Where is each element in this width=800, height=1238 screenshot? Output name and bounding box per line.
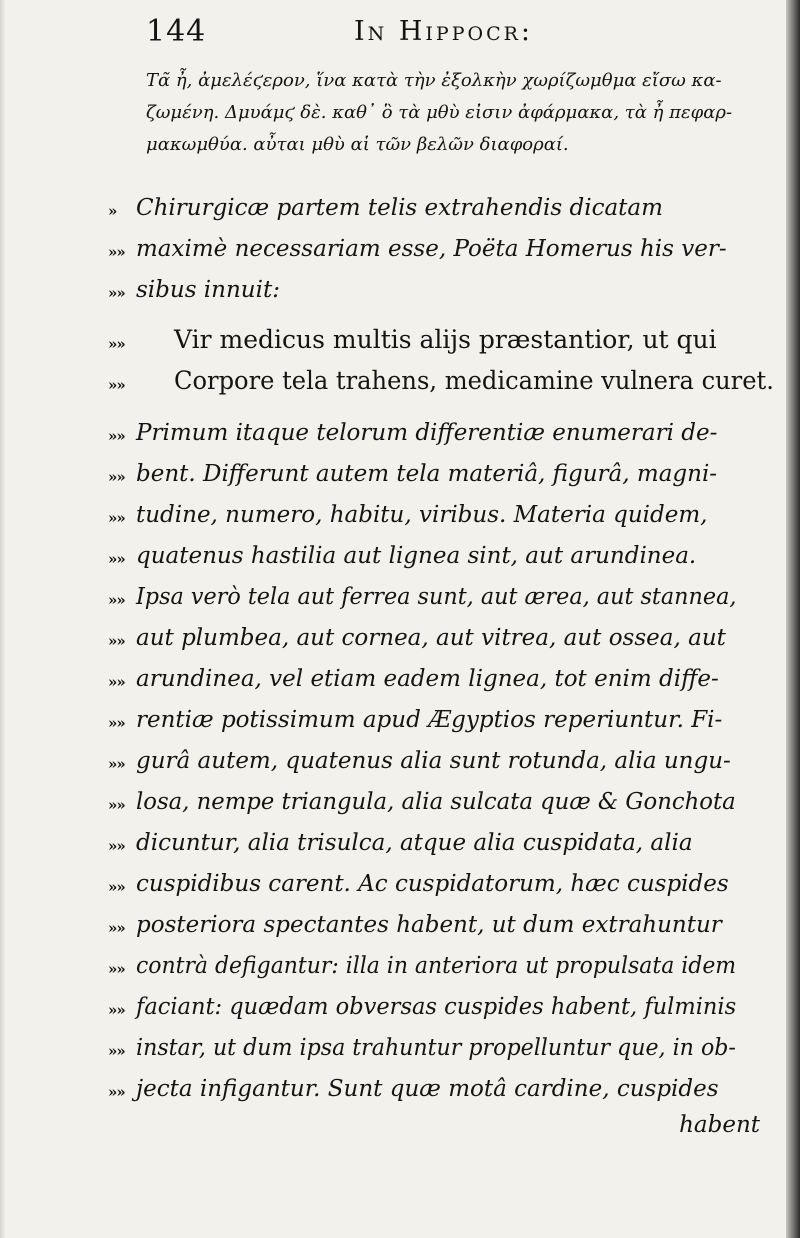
quotation-mark: »» [108,468,125,486]
line-text: faciant: quædam obversas cuspides habent, fulminis [136,994,737,1020]
quotation-mark: »» [108,796,125,814]
text-line [108,778,778,819]
line-text: Vir medicus multis alijs præstantior, ut qui [174,325,717,354]
latin-passage [108,184,778,1106]
page-gutter-shadow [0,0,6,1238]
text-line [108,184,778,225]
quotation-mark: »» [108,335,125,353]
text-line [108,942,778,983]
catchword: habent [679,1112,760,1138]
line-text: maximè necessariam esse, Poëta Homerus his ver- [136,236,727,262]
text-line [108,266,778,307]
line-text: instar, ut dum ipsa trahuntur propelluntur que, in ob- [136,1035,736,1061]
quotation-mark: »» [108,1001,125,1019]
quotation-mark: »» [108,919,125,937]
greek-line: Τα̃ ἦ, ἀμελέϛερον, ἵνα κατὰ τὴν ἐξολκὴν χωρίζωμθμα εἴσω κα- [146,70,722,91]
line-text: Chirurgicæ partem telis extrahendis dicatam [136,195,663,221]
line-text: dicuntur, alia trisulca, atque alia cuspidata, alia [136,830,693,856]
line-text: Primum itaque telorum differentiæ enumerari de- [136,420,718,446]
line-text: arundinea, vel etiam eadem lignea, tot enim diffe- [136,666,719,692]
quotation-mark: »» [108,714,125,732]
running-head: In Hippocr: [354,16,534,47]
text-line [108,737,778,778]
quotation-mark: »» [108,1042,125,1060]
text-line [108,491,778,532]
greek-passage [146,65,770,161]
line-text: sibus innuit: [136,277,280,303]
line-text: jecta infigantur. Sunt quæ motâ cardine, cuspides [136,1076,719,1102]
text-line [108,409,778,450]
text-line [108,983,778,1024]
quotation-mark: » [108,202,117,220]
text-line [108,696,778,737]
greek-line: ζωμένη. Δμυάμϛ δὲ. καθ᾽ ὃ τὰ μθὺ εἰσιν ἀφάρμακα, τὰ ἦ πεφαρ- [146,102,733,123]
text-line [108,573,778,614]
line-text: Ipsa verò tela aut ferrea sunt, aut ærea, aut stannea, [136,584,737,610]
quotation-mark: »» [108,550,125,568]
text-line [108,819,778,860]
line-text: gurâ autem, quatenus alia sunt rotunda, alia ungu- [136,748,731,774]
quotation-mark: »» [108,509,125,527]
line-text: Corpore tela trahens, medicamine vulnera curet. [174,366,774,395]
text-line [108,358,778,399]
quotation-mark: »» [108,284,125,302]
line-text: tudine, numero, habitu, viribus. Materia quidem, [136,502,708,528]
quotation-mark: »» [108,1083,125,1101]
text-line [108,860,778,901]
page-edge-shadow [786,0,800,1238]
quotation-mark: »» [108,960,125,978]
quotation-mark: »» [108,837,125,855]
greek-line: μακωμθύα. αὖται μθὺ αἱ τῶν βελῶν διαφοραί. [146,134,569,155]
line-text: cuspidibus carent. Ac cuspidatorum, hæc cuspides [136,871,729,897]
quotation-mark: »» [108,878,125,896]
text-line [108,532,778,573]
line-text: quatenus hastilia aut lignea sint, aut arundinea. [136,543,697,569]
line-text: bent. Differunt autem tela materiâ, figurâ, magni- [136,461,718,487]
quotation-mark: »» [108,755,125,773]
line-text: aut plumbea, aut cornea, aut vitrea, aut ossea, aut [136,625,726,651]
line-text: losa, nempe triangula, alia sulcata quæ & Gonchota [136,789,736,815]
line-text: rentiæ potissimum apud Ægyptios reperiuntur. Fi- [136,707,723,733]
page-number: 144 [146,14,207,49]
quotation-mark: »» [108,243,125,261]
text-line [108,1024,778,1065]
quotation-mark: »» [108,376,125,394]
text-line [108,614,778,655]
line-text: contrà defigantur: illa in anteriora ut propulsata idem [136,953,737,979]
page-header [146,14,786,54]
text-line [108,450,778,491]
quotation-mark: »» [108,427,125,445]
quotation-mark: »» [108,632,125,650]
quotation-mark: »» [108,591,125,609]
text-line [108,1065,778,1106]
text-line [108,225,778,266]
text-line [108,901,778,942]
text-line [108,655,778,696]
text-line [108,317,778,358]
line-text: posteriora spectantes habent, ut dum extrahuntur [136,912,722,938]
quotation-mark: »» [108,673,125,691]
